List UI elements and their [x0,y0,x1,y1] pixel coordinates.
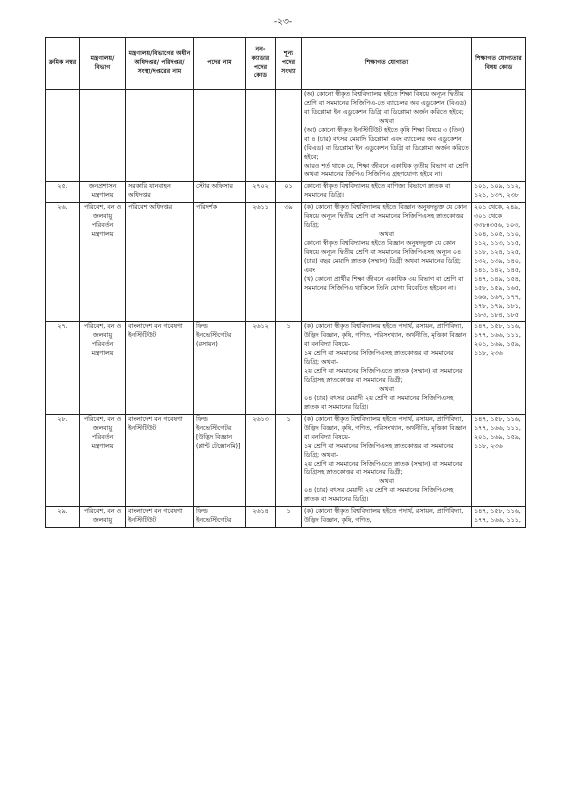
table-row [46,182,526,203]
qualification-line: অথবা [379,231,394,239]
row-serial: ২৮. [46,414,80,506]
row-code: ২৬১৩ [246,414,276,506]
qualification-line: (ক) কোনো স্বীকৃত বিশ্ববিদ্যালয় হইতে পদার্থ, রসায়ন, প্রাণিবিদ্যা, উদ্ভিদ বিজ্ঞান, কৃষি, গণিত, পরিসংখ্যান, অর্থনীতি, মৃত্তিকা বিজ্ঞান বা বনবিদ্যা বিষয়ে- [304,323,467,349]
qualification-line: কোনো স্বীকৃত বিশ্ববিদ্যালয় হইতে বিজ্ঞান অনুষদভুক্ত যে কোন বিষয়ে অন্যূন দ্বিতীয় শ্রেণি বা সমমানের সিজিপিএসহ অন্যূন ০৪ (চার) বছর মেয়াদি স্নাতক (সম্মান) ডিগ্রী অথবা সমমানের ডিগ্রি; এবং [304,240,462,274]
row-qualification [302,90,472,182]
qualification-line: ১ম শ্রেণি বা সমমানের সিজিপিএসহ স্নাতকোত্তর বা সমমানের ডিগ্রি; অথবা- [304,350,454,367]
row-department: পরিবেশ অধিদপ্তর [126,203,194,322]
row-qualification [302,322,472,414]
row-post [194,90,246,182]
row-department [126,90,194,182]
header-serial: ক্রমিক নম্বর [46,38,80,90]
row-vacancy: ০১ [276,182,302,203]
header-code: নন-ক্যাডার পদের কোড [246,38,276,90]
row-ministry: পরিবেশ, বন ও জলবায়ু [80,507,126,528]
row-serial [46,90,80,182]
qualification-line: (ক) কোনো স্বীকৃত বিশ্ববিদ্যালয় হইতে বিজ্ঞান অনুষদভুক্ত যে কোন বিষয়ে অন্যূন দ্বিতীয় শ্রেণি বা সমমানের সিজিপিএসহ স্নাতকোত্তর ডিগ্রি; [304,204,467,230]
row-qualification [302,203,472,322]
page-number: -২৩- [273,17,293,27]
table-row [46,507,526,528]
vacancy-table [45,37,526,528]
row-subject-code: ২০১ থেকে, ২৪৯, ৩০১ থেকে ৩৩৮ঃ৩৫৬, ১০৩, ১০৪, ১০৫, ১১০, ১১২, ১১৩, ১১৫, ১১৮, ১২৪, ১২৫, ১৩২, ১৩৯, ১৪০, ১৪১, ১৪২, ১৪৫, ১৪৭, ১৪৯, ১৫৪, ১৫৮, ১৫৯, ১৬৫, ১৬৬, ১৬৭, ১৭৭, ১৭৮, ১৭৯, ১৮১, ১৮৩, ১৮৪, ১৮৫ [472,203,526,322]
table-row [46,414,526,506]
header-department: মন্ত্রণালয়/বিভাগের অধীন অধিদপ্তর/ পরিদপ্তর/ সংস্থা/দপ্তরের নাম [126,38,194,90]
row-serial: ২৭. [46,322,80,414]
row-serial: ২৯. [46,507,80,528]
row-subject-code: ১০১, ১০৯, ১১২, ১২১, ১৩৭, ২৩৮ [472,182,526,203]
row-ministry: পরিবেশ, বন ও জলবায়ু পরিবর্তন মন্ত্রণালয় [80,322,126,414]
qualification-line: (ক) কোনো স্বীকৃত বিশ্ববিদ্যালয় হইতে পদার্থ, রসায়ন, প্রাণিবিদ্যা, উদ্ভিদ বিজ্ঞান, কৃষি, গণিত, [304,508,464,525]
row-code: ২৬১৪ [246,507,276,528]
header-qualification: শিক্ষাগত যোগ্যতা [302,38,472,90]
row-qualification [302,182,472,203]
row-ministry: জনপ্রশাসন মন্ত্রণালয় [80,182,126,203]
row-ministry: পরিবেশ, বন ও জলবায়ু পরিবর্তন মন্ত্রণালয় [80,203,126,322]
qualification-line: ০৪ (চার) বৎসর মেয়াদী ২য় শ্রেণি বা সমমানের সিজিপিএসহ স্নাতক বা সমমানের ডিগ্রি। [304,394,454,411]
table-row [46,203,526,322]
qualification-line: অথবা [379,386,394,393]
row-vacancy: ৩৯ [276,203,302,322]
qualification-line: অথবা [379,117,394,125]
qualification-line: ০৪ (চার) বৎসর মেয়াদী ২য় শ্রেণি বা সমমানের সিজিপিএসহ স্নাতক বা সমমানের ডিগ্রি। [304,487,454,504]
row-department: সরকারি যানবাহন অধিদপ্তর [126,182,194,203]
header-vacancy: শূন্য পদের সংখ্যা [276,38,302,90]
row-post: স্টোর অফিসার [194,182,246,203]
row-subject-code: ১৪৭, ১৫৮, ১১৬, ১৭৭, ১৬৬, ১১১, ২০১, ১৬৯, ১৫৯, ১১৮, ২৩৬ [472,322,526,414]
row-serial: ২৬. [46,203,80,322]
row-code: ২৬১২ [246,322,276,414]
row-code: ২৬১১ [246,203,276,322]
row-post: ফিল্ড ইনভেস্টিগেটর [উদ্ভিদ বিজ্ঞান (প্লান্ট টেক্সোনমি)] [194,414,246,506]
qualification-line: ১ম শ্রেণি বা সমমানের সিজিপিএসহ স্নাতকোত্তর বা সমমানের ডিগ্রি; অথবা- [304,442,454,459]
row-subject-code [472,90,526,182]
row-serial: ২৫. [46,182,80,203]
row-ministry: পরিবেশ, বন ও জলবায়ু পরিবর্তন মন্ত্রণালয় [80,414,126,506]
row-vacancy: ১ [276,507,302,528]
row-vacancy: ১ [276,322,302,414]
row-department: বাংলাদেশ বন গবেষণা ইনস্টিটিউট [126,507,194,528]
qualification-line: (ক) কোনো স্বীকৃত বিশ্ববিদ্যালয় হইতে পদার্থ, রসায়ন, প্রাণিবিদ্যা, উদ্ভিদ বিজ্ঞান, কৃষি, গণিত, পরিসংখ্যান, অর্থনীতি, মৃত্তিকা বিজ্ঞান বা বনবিদ্যা বিষয়ে- [304,415,467,441]
qualification-line: আরও শর্ত থাকে যে, শিক্ষা জীবনে একাধিক তৃতীয় বিভাগ বা শ্রেণি অথবা সমমানের জিপিএ সিজিপিএ গ্রহণযোগ্য হইবে না। [304,162,469,179]
table-header [46,38,526,90]
row-post: পরিদর্শক [194,203,246,322]
table-row [46,90,526,182]
row-code: ২৭০২ [246,182,276,203]
row-department: বাংলাদেশ বন গবেষণা ইনস্টিটিউট [126,414,194,506]
row-post: ফিল্ড ইনভেস্টিগেটর (রসায়ন) [194,322,246,414]
qualification-line: কোনো স্বীকৃত বিশ্ববিদ্যালয় হইতে বাণিজ্য বিভাগে স্নাতক বা সমমানের ডিগ্রি। [304,183,451,200]
table-body [46,90,526,528]
qualification-line: ২য় শ্রেণি বা সমমানের সিজিপিএতে স্নাতক (সম্মান) বা সমমানের ডিগ্রিসহ স্নাতকোত্তর বা সমমানের ডিগ্রী; [304,460,463,477]
row-ministry [80,90,126,182]
qualification-line: (আ) কোনো স্বীকৃত ইনস্টিটিউট হইতে কৃষি শিক্ষা বিষয়ে ৩ (তিন) বা ৪ (চার) বৎসর মেয়াদি ডিপ্লোমা এবং ব্যাচেলর অব এডুকেশন (বিএড) বা ডিপ্লোমা ইন এডুকেশন ডিগ্রি বা ডিপ্লোমা অর্জন করিতে হইবে; [304,126,469,161]
row-code [246,90,276,182]
qualification-line: (খ) কোনো প্রার্থীর শিক্ষা জীবনে একাধিক ৩য় বিভাগ বা শ্রেণি বা সমমানের সিজিপিএ থাকিলে তিনি যোগ্য বিবেচিত হইবেন না। [304,275,464,292]
row-subject-code: ১৪৭, ১৫৮, ১১৬, ১৭৭, ১৬৬, ১১১, ২০১, ১৬৯, ১৫৯, ১১৮, ২৩৬ [472,414,526,506]
table-row [46,322,526,414]
qualification-line: (অ) কোনো স্বীকৃত বিশ্ববিদ্যালয় হইতে শিক্ষা বিষয়ে অন্যূন দ্বিতীয় শ্রেণি বা সমমানের সিজিপিএ-তে ব্যাচেলর অব এডুকেশন (বিএড) বা ডিপ্লোমা ইন এডুকেশন ডিগ্রি বা ডিপ্লোমা অর্জন করিতে হইবে; [304,91,467,116]
row-subject-code: ১৪৭, ১৫৮, ১১৬, ১৭৭, ১৬৬, ১১১, [472,507,526,528]
row-vacancy: ১ [276,414,302,506]
header-post: পদের নাম [194,38,246,90]
row-qualification [302,507,472,528]
row-department: বাংলাদেশ বন গবেষণা ইনস্টিটিউট [126,322,194,414]
row-vacancy [276,90,302,182]
qualification-line: অথবা [379,478,394,486]
row-post: ফিল্ড ইনভেস্টিগেটর [194,507,246,528]
row-qualification [302,414,472,506]
header-subject-code: শিক্ষাগত যোগ্যতার বিষয় কোড [472,38,526,90]
header-ministry: মন্ত্রণালয়/ বিভাগ [80,38,126,90]
qualification-line: ২য় শ্রেণি বা সমমানের সিজিপিএতে স্নাতক (সম্মান) বা সমমানের ডিগ্রিসহ স্নাতকোত্তর বা সমমানের ডিগ্রী; [304,368,463,385]
